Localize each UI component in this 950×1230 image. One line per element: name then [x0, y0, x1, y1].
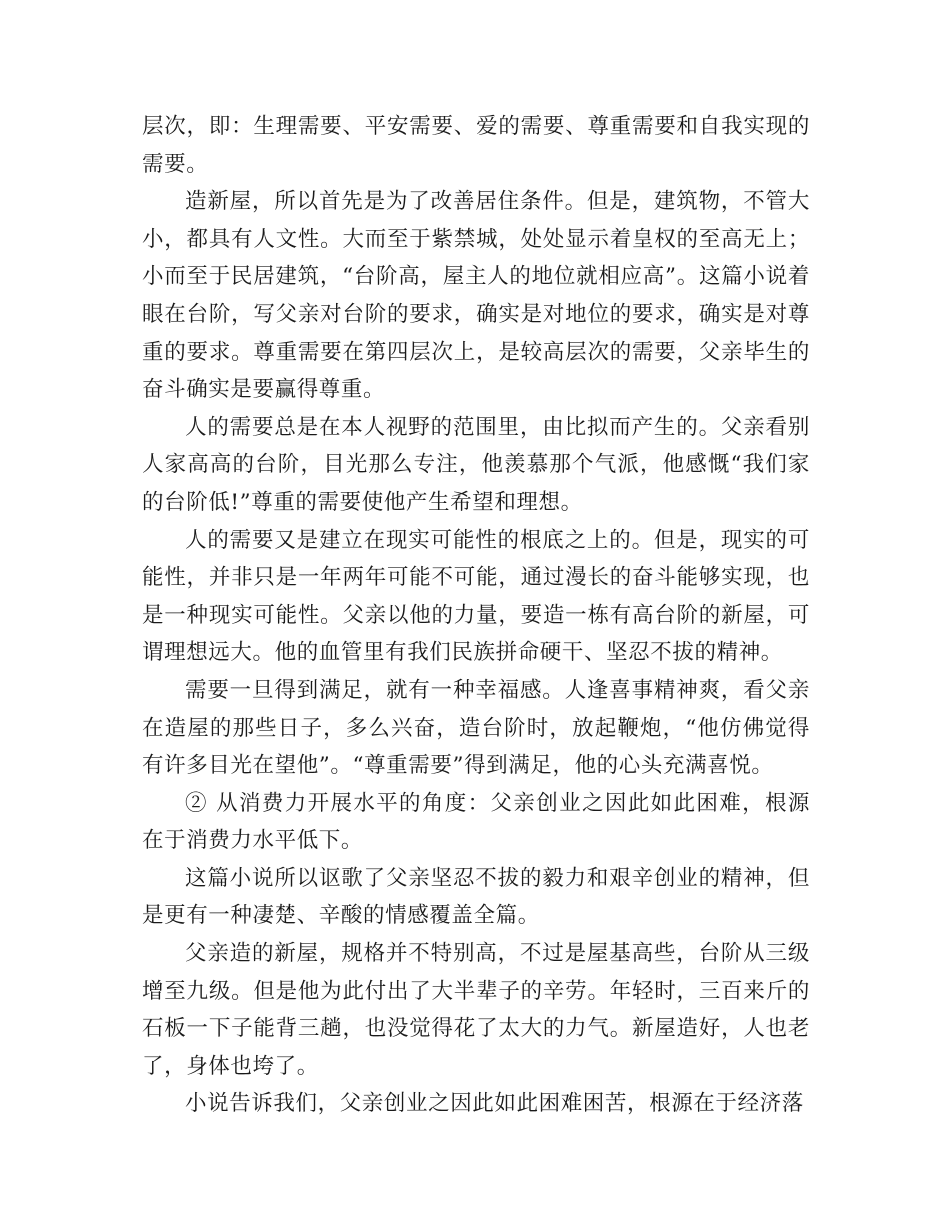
document-page — [142, 108, 810, 1123]
paragraph-3: 人的需要总是在本人视野的范围里，由比拟而产生的。父亲看别人家高高的台阶，目光那么专注，他羡慕那个气派，他感慨“我们家的台阶低!”尊重的需要使他产生希望和理想。 — [142, 414, 810, 515]
paragraph-4: 人的需要又是建立在现实可能性的根底之上的。但是，现实的可能性，并非只是一年两年可能不可能，通过漫长的奋斗能够实现，也是一种现实可能性。父亲以他的力量，要造一栋有高台阶的新屋，可谓理想远大。他的血管里有我们民族拼命硬干、坚忍不拔的精神。 — [142, 527, 810, 666]
paragraph-1: 层次，即：生理需要、平安需要、爱的需要、尊重需要和自我实现的需要。 — [142, 114, 810, 177]
paragraph-2: 造新屋，所以首先是为了改善居住条件。但是，建筑物，不管大小，都具有人文性。大而至于紫禁城，处处显示着皇权的至高无上；小而至于民居建筑，“台阶高，屋主人的地位就相应高”。这篇小说着眼在台阶，写父亲对台阶的要求，确实是对地位的要求，确实是对尊重的要求。尊重需要在第四层次上，是较高层次的需要，父亲毕生的奋斗确实是要赢得尊重。 — [142, 189, 810, 403]
paragraph-8: 父亲造的新屋，规格并不特别高，不过是屋基高些，台阶从三级增至九级。但是他为此付出了大半辈子的辛劳。年轻时，三百来斤的石板一下子能背三趟，也没觉得花了太大的力气。新屋造好，人也老了，身体也垮了。 — [142, 941, 810, 1079]
paragraph-7: 这篇小说所以讴歌了父亲坚忍不拔的毅力和艰辛创业的精神，但是更有一种凄楚、辛酸的情感覆盖全篇。 — [142, 865, 810, 929]
paragraph-6: ② 从消费力开展水平的角度：父亲创业之因此如此困难，根源在于消费力水平低下。 — [142, 790, 810, 854]
paragraph-5: 需要一旦得到满足，就有一种幸福感。人逢喜事精神爽，看父亲在造屋的那些日子，多么兴奋，造台阶时，放起鞭炮，“他仿佛觉得有许多目光在望他”。“尊重需要”得到满足，他的心头充满喜悦。 — [142, 677, 810, 779]
paragraph-9: 小说告诉我们，父亲创业之因此如此困难困苦，根源在于经济落 — [185, 1091, 804, 1117]
